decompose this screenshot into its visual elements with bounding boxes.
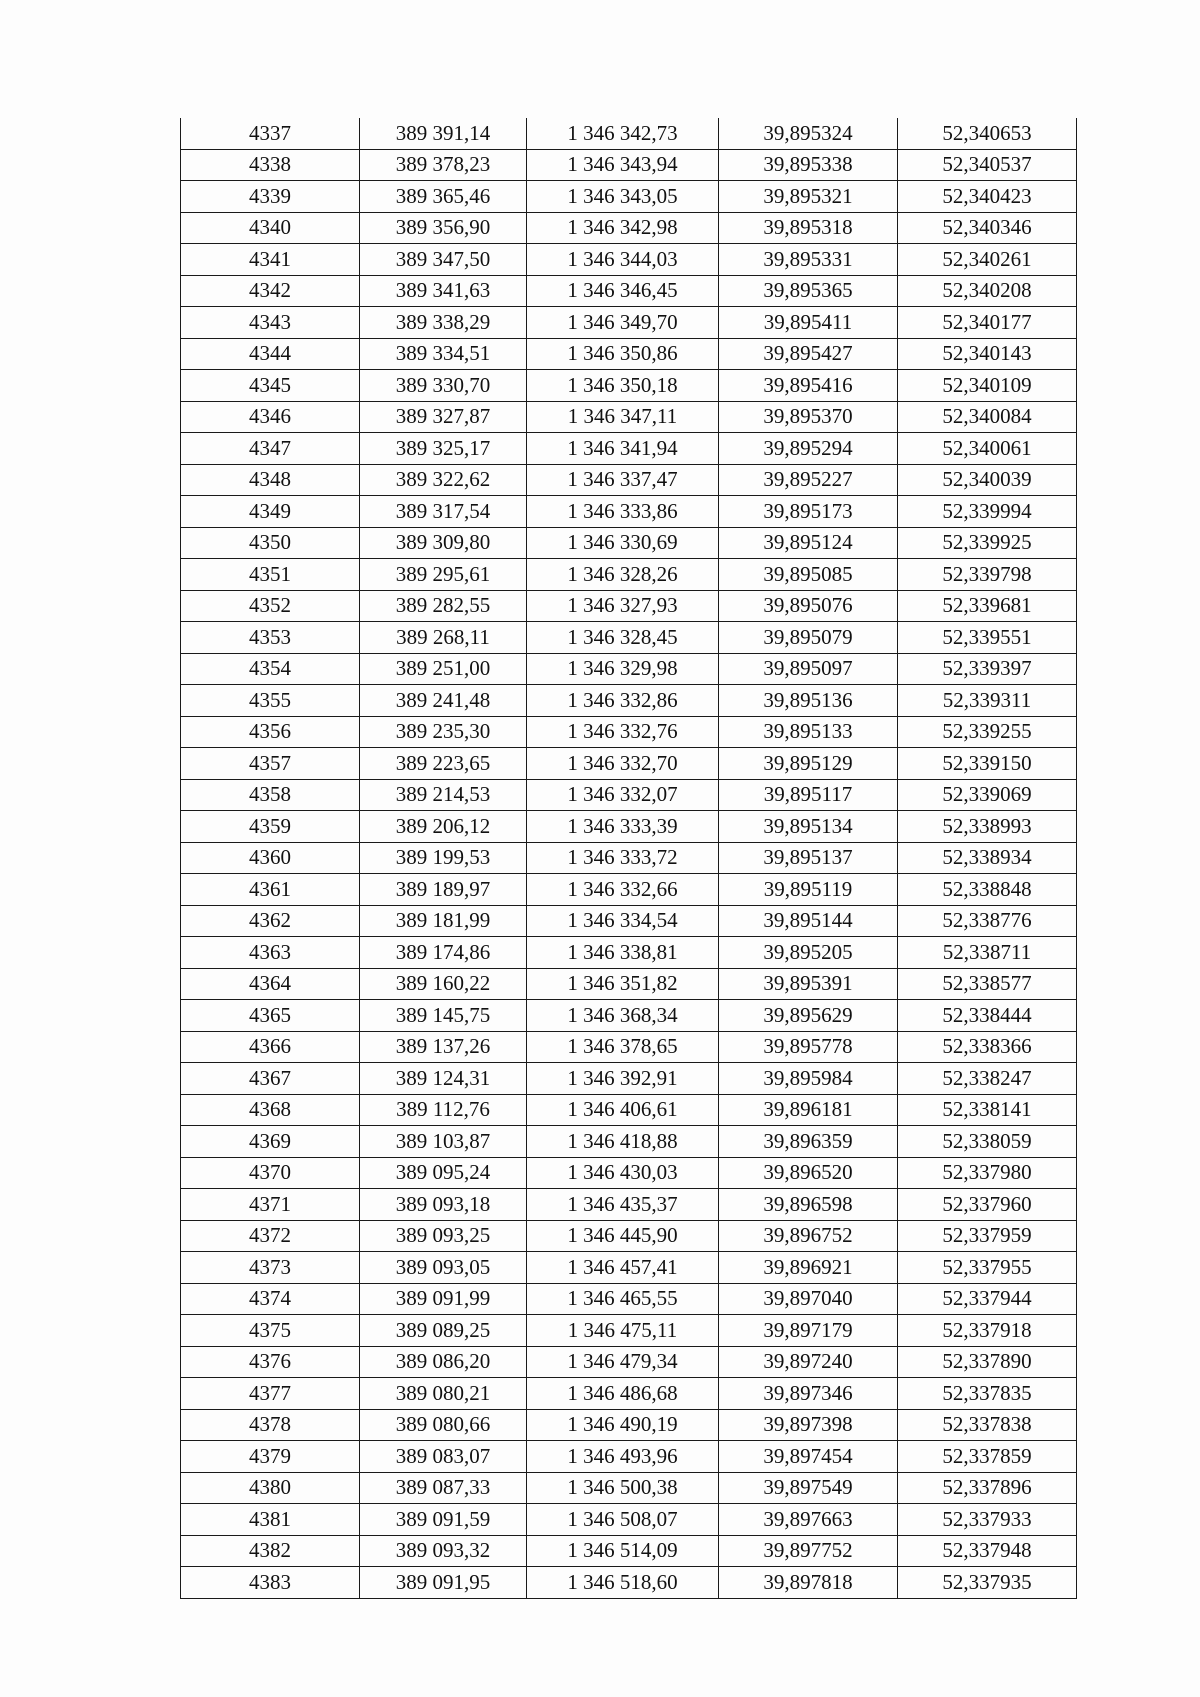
table-row	[181, 275, 1077, 307]
x-coordinate-cell: 389 181,99	[360, 905, 527, 937]
longitude-cell: 39,895331	[719, 244, 898, 276]
latitude-cell: 52,337835	[898, 1378, 1077, 1410]
latitude-cell: 52,338776	[898, 905, 1077, 937]
point-number-cell: 4347	[181, 433, 360, 465]
latitude-cell: 52,339681	[898, 590, 1077, 622]
table-row	[181, 653, 1077, 685]
longitude-cell: 39,895629	[719, 1000, 898, 1032]
x-coordinate-cell: 389 093,18	[360, 1189, 527, 1221]
x-coordinate-cell: 389 080,66	[360, 1409, 527, 1441]
longitude-cell: 39,895085	[719, 559, 898, 591]
y-coordinate-cell: 1 346 332,66	[527, 874, 719, 906]
longitude-cell: 39,897179	[719, 1315, 898, 1347]
latitude-cell: 52,340143	[898, 338, 1077, 370]
y-coordinate-cell: 1 346 327,93	[527, 590, 719, 622]
latitude-cell: 52,337933	[898, 1504, 1077, 1536]
latitude-cell: 52,337890	[898, 1346, 1077, 1378]
y-coordinate-cell: 1 346 341,94	[527, 433, 719, 465]
table-row	[181, 370, 1077, 402]
table-row	[181, 1000, 1077, 1032]
x-coordinate-cell: 389 093,05	[360, 1252, 527, 1284]
y-coordinate-cell: 1 346 490,19	[527, 1409, 719, 1441]
latitude-cell: 52,338848	[898, 874, 1077, 906]
x-coordinate-cell: 389 091,95	[360, 1567, 527, 1599]
longitude-cell: 39,895119	[719, 874, 898, 906]
longitude-cell: 39,897040	[719, 1283, 898, 1315]
table-row	[181, 937, 1077, 969]
point-number-cell: 4350	[181, 527, 360, 559]
y-coordinate-cell: 1 346 349,70	[527, 307, 719, 339]
table-row	[181, 1220, 1077, 1252]
table-row	[181, 1126, 1077, 1158]
longitude-cell: 39,896752	[719, 1220, 898, 1252]
latitude-cell: 52,338444	[898, 1000, 1077, 1032]
point-number-cell: 4349	[181, 496, 360, 528]
y-coordinate-cell: 1 346 518,60	[527, 1567, 719, 1599]
point-number-cell: 4356	[181, 716, 360, 748]
longitude-cell: 39,895227	[719, 464, 898, 496]
longitude-cell: 39,895117	[719, 779, 898, 811]
x-coordinate-cell: 389 330,70	[360, 370, 527, 402]
point-number-cell: 4340	[181, 212, 360, 244]
y-coordinate-cell: 1 346 332,07	[527, 779, 719, 811]
point-number-cell: 4362	[181, 905, 360, 937]
point-number-cell: 4365	[181, 1000, 360, 1032]
longitude-cell: 39,895411	[719, 307, 898, 339]
latitude-cell: 52,339397	[898, 653, 1077, 685]
latitude-cell: 52,339150	[898, 748, 1077, 780]
table-row	[181, 1472, 1077, 1504]
point-number-cell: 4342	[181, 275, 360, 307]
x-coordinate-cell: 389 235,30	[360, 716, 527, 748]
table-row	[181, 1157, 1077, 1189]
table-row	[181, 1441, 1077, 1473]
y-coordinate-cell: 1 346 337,47	[527, 464, 719, 496]
longitude-cell: 39,897454	[719, 1441, 898, 1473]
x-coordinate-cell: 389 174,86	[360, 937, 527, 969]
longitude-cell: 39,895144	[719, 905, 898, 937]
table-row	[181, 1252, 1077, 1284]
table-row	[181, 1315, 1077, 1347]
y-coordinate-cell: 1 346 333,86	[527, 496, 719, 528]
latitude-cell: 52,337955	[898, 1252, 1077, 1284]
table-row	[181, 622, 1077, 654]
point-number-cell: 4383	[181, 1567, 360, 1599]
latitude-cell: 52,337980	[898, 1157, 1077, 1189]
point-number-cell: 4367	[181, 1063, 360, 1095]
coordinates-table	[180, 118, 1077, 1599]
point-number-cell: 4380	[181, 1472, 360, 1504]
point-number-cell: 4343	[181, 307, 360, 339]
longitude-cell: 39,895391	[719, 968, 898, 1000]
y-coordinate-cell: 1 346 338,81	[527, 937, 719, 969]
x-coordinate-cell: 389 214,53	[360, 779, 527, 811]
y-coordinate-cell: 1 346 332,86	[527, 685, 719, 717]
latitude-cell: 52,338711	[898, 937, 1077, 969]
table-row	[181, 181, 1077, 213]
x-coordinate-cell: 389 241,48	[360, 685, 527, 717]
latitude-cell: 52,340653	[898, 118, 1077, 149]
table-row	[181, 338, 1077, 370]
y-coordinate-cell: 1 346 344,03	[527, 244, 719, 276]
coordinates-table-body	[181, 118, 1077, 1598]
longitude-cell: 39,895173	[719, 496, 898, 528]
table-row	[181, 527, 1077, 559]
table-row	[181, 1189, 1077, 1221]
latitude-cell: 52,340061	[898, 433, 1077, 465]
longitude-cell: 39,895370	[719, 401, 898, 433]
table-row	[181, 307, 1077, 339]
longitude-cell: 39,895134	[719, 811, 898, 843]
y-coordinate-cell: 1 346 350,18	[527, 370, 719, 402]
latitude-cell: 52,337859	[898, 1441, 1077, 1473]
y-coordinate-cell: 1 346 332,70	[527, 748, 719, 780]
point-number-cell: 4371	[181, 1189, 360, 1221]
x-coordinate-cell: 389 124,31	[360, 1063, 527, 1095]
x-coordinate-cell: 389 268,11	[360, 622, 527, 654]
table-row	[181, 905, 1077, 937]
latitude-cell: 52,340346	[898, 212, 1077, 244]
x-coordinate-cell: 389 325,17	[360, 433, 527, 465]
longitude-cell: 39,895294	[719, 433, 898, 465]
x-coordinate-cell: 389 093,32	[360, 1535, 527, 1567]
latitude-cell: 52,339311	[898, 685, 1077, 717]
longitude-cell: 39,897240	[719, 1346, 898, 1378]
point-number-cell: 4375	[181, 1315, 360, 1347]
longitude-cell: 39,895416	[719, 370, 898, 402]
longitude-cell: 39,895076	[719, 590, 898, 622]
table-row	[181, 1535, 1077, 1567]
longitude-cell: 39,895136	[719, 685, 898, 717]
point-number-cell: 4351	[181, 559, 360, 591]
table-row	[181, 244, 1077, 276]
x-coordinate-cell: 389 378,23	[360, 149, 527, 181]
table-row	[181, 149, 1077, 181]
x-coordinate-cell: 389 091,99	[360, 1283, 527, 1315]
latitude-cell: 52,338934	[898, 842, 1077, 874]
longitude-cell: 39,895124	[719, 527, 898, 559]
longitude-cell: 39,895129	[719, 748, 898, 780]
latitude-cell: 52,340039	[898, 464, 1077, 496]
table-row	[181, 590, 1077, 622]
point-number-cell: 4379	[181, 1441, 360, 1473]
latitude-cell: 52,337935	[898, 1567, 1077, 1599]
x-coordinate-cell: 389 095,24	[360, 1157, 527, 1189]
x-coordinate-cell: 389 391,14	[360, 118, 527, 149]
point-number-cell: 4339	[181, 181, 360, 213]
table-row	[181, 1346, 1077, 1378]
latitude-cell: 52,338059	[898, 1126, 1077, 1158]
y-coordinate-cell: 1 346 430,03	[527, 1157, 719, 1189]
point-number-cell: 4363	[181, 937, 360, 969]
point-number-cell: 4373	[181, 1252, 360, 1284]
latitude-cell: 52,340537	[898, 149, 1077, 181]
latitude-cell: 52,337896	[898, 1472, 1077, 1504]
y-coordinate-cell: 1 346 342,98	[527, 212, 719, 244]
x-coordinate-cell: 389 137,26	[360, 1031, 527, 1063]
y-coordinate-cell: 1 346 479,34	[527, 1346, 719, 1378]
y-coordinate-cell: 1 346 342,73	[527, 118, 719, 149]
longitude-cell: 39,895324	[719, 118, 898, 149]
point-number-cell: 4337	[181, 118, 360, 149]
latitude-cell: 52,338577	[898, 968, 1077, 1000]
y-coordinate-cell: 1 346 465,55	[527, 1283, 719, 1315]
point-number-cell: 4376	[181, 1346, 360, 1378]
longitude-cell: 39,895321	[719, 181, 898, 213]
longitude-cell: 39,895318	[719, 212, 898, 244]
point-number-cell: 4364	[181, 968, 360, 1000]
point-number-cell: 4366	[181, 1031, 360, 1063]
x-coordinate-cell: 389 317,54	[360, 496, 527, 528]
longitude-cell: 39,895365	[719, 275, 898, 307]
table-row	[181, 842, 1077, 874]
table-row	[181, 1094, 1077, 1126]
y-coordinate-cell: 1 346 350,86	[527, 338, 719, 370]
latitude-cell: 52,339994	[898, 496, 1077, 528]
table-row	[181, 1378, 1077, 1410]
y-coordinate-cell: 1 346 343,05	[527, 181, 719, 213]
longitude-cell: 39,897752	[719, 1535, 898, 1567]
table-row	[181, 716, 1077, 748]
latitude-cell: 52,338993	[898, 811, 1077, 843]
latitude-cell: 52,338366	[898, 1031, 1077, 1063]
point-number-cell: 4344	[181, 338, 360, 370]
longitude-cell: 39,895427	[719, 338, 898, 370]
longitude-cell: 39,895984	[719, 1063, 898, 1095]
latitude-cell: 52,339798	[898, 559, 1077, 591]
y-coordinate-cell: 1 346 328,45	[527, 622, 719, 654]
latitude-cell: 52,337918	[898, 1315, 1077, 1347]
y-coordinate-cell: 1 346 406,61	[527, 1094, 719, 1126]
table-row	[181, 968, 1077, 1000]
y-coordinate-cell: 1 346 332,76	[527, 716, 719, 748]
longitude-cell: 39,895137	[719, 842, 898, 874]
x-coordinate-cell: 389 282,55	[360, 590, 527, 622]
x-coordinate-cell: 389 322,62	[360, 464, 527, 496]
table-row	[181, 1504, 1077, 1536]
longitude-cell: 39,895097	[719, 653, 898, 685]
longitude-cell: 39,897346	[719, 1378, 898, 1410]
y-coordinate-cell: 1 346 333,72	[527, 842, 719, 874]
longitude-cell: 39,897398	[719, 1409, 898, 1441]
point-number-cell: 4358	[181, 779, 360, 811]
longitude-cell: 39,896520	[719, 1157, 898, 1189]
y-coordinate-cell: 1 346 392,91	[527, 1063, 719, 1095]
table-row	[181, 401, 1077, 433]
point-number-cell: 4357	[181, 748, 360, 780]
latitude-cell: 52,337944	[898, 1283, 1077, 1315]
y-coordinate-cell: 1 346 508,07	[527, 1504, 719, 1536]
x-coordinate-cell: 389 087,33	[360, 1472, 527, 1504]
x-coordinate-cell: 389 338,29	[360, 307, 527, 339]
x-coordinate-cell: 389 347,50	[360, 244, 527, 276]
x-coordinate-cell: 389 199,53	[360, 842, 527, 874]
longitude-cell: 39,895205	[719, 937, 898, 969]
point-number-cell: 4370	[181, 1157, 360, 1189]
x-coordinate-cell: 389 189,97	[360, 874, 527, 906]
table-row	[181, 1031, 1077, 1063]
point-number-cell: 4352	[181, 590, 360, 622]
y-coordinate-cell: 1 346 333,39	[527, 811, 719, 843]
x-coordinate-cell: 389 295,61	[360, 559, 527, 591]
point-number-cell: 4377	[181, 1378, 360, 1410]
point-number-cell: 4378	[181, 1409, 360, 1441]
table-row	[181, 559, 1077, 591]
point-number-cell: 4382	[181, 1535, 360, 1567]
x-coordinate-cell: 389 112,76	[360, 1094, 527, 1126]
table-row	[181, 433, 1077, 465]
point-number-cell: 4345	[181, 370, 360, 402]
x-coordinate-cell: 389 309,80	[360, 527, 527, 559]
y-coordinate-cell: 1 346 346,45	[527, 275, 719, 307]
latitude-cell: 52,337960	[898, 1189, 1077, 1221]
x-coordinate-cell: 389 206,12	[360, 811, 527, 843]
point-number-cell: 4354	[181, 653, 360, 685]
table-row	[181, 118, 1077, 149]
latitude-cell: 52,338141	[898, 1094, 1077, 1126]
point-number-cell: 4353	[181, 622, 360, 654]
y-coordinate-cell: 1 346 343,94	[527, 149, 719, 181]
table-row	[181, 1063, 1077, 1095]
y-coordinate-cell: 1 346 514,09	[527, 1535, 719, 1567]
longitude-cell: 39,896921	[719, 1252, 898, 1284]
point-number-cell: 4359	[181, 811, 360, 843]
table-row	[181, 1567, 1077, 1599]
table-row	[181, 779, 1077, 811]
table-row	[181, 874, 1077, 906]
latitude-cell: 52,340177	[898, 307, 1077, 339]
latitude-cell: 52,338247	[898, 1063, 1077, 1095]
x-coordinate-cell: 389 083,07	[360, 1441, 527, 1473]
x-coordinate-cell: 389 251,00	[360, 653, 527, 685]
latitude-cell: 52,340109	[898, 370, 1077, 402]
y-coordinate-cell: 1 346 368,34	[527, 1000, 719, 1032]
x-coordinate-cell: 389 223,65	[360, 748, 527, 780]
table-row	[181, 811, 1077, 843]
point-number-cell: 4348	[181, 464, 360, 496]
point-number-cell: 4360	[181, 842, 360, 874]
table-row	[181, 212, 1077, 244]
x-coordinate-cell: 389 327,87	[360, 401, 527, 433]
longitude-cell: 39,896359	[719, 1126, 898, 1158]
y-coordinate-cell: 1 346 435,37	[527, 1189, 719, 1221]
latitude-cell: 52,337838	[898, 1409, 1077, 1441]
x-coordinate-cell: 389 356,90	[360, 212, 527, 244]
table-row	[181, 496, 1077, 528]
longitude-cell: 39,897663	[719, 1504, 898, 1536]
latitude-cell: 52,339925	[898, 527, 1077, 559]
x-coordinate-cell: 389 341,63	[360, 275, 527, 307]
longitude-cell: 39,897818	[719, 1567, 898, 1599]
y-coordinate-cell: 1 346 418,88	[527, 1126, 719, 1158]
x-coordinate-cell: 389 334,51	[360, 338, 527, 370]
x-coordinate-cell: 389 091,59	[360, 1504, 527, 1536]
point-number-cell: 4346	[181, 401, 360, 433]
point-number-cell: 4368	[181, 1094, 360, 1126]
x-coordinate-cell: 389 086,20	[360, 1346, 527, 1378]
latitude-cell: 52,340208	[898, 275, 1077, 307]
y-coordinate-cell: 1 346 329,98	[527, 653, 719, 685]
point-number-cell: 4361	[181, 874, 360, 906]
latitude-cell: 52,340261	[898, 244, 1077, 276]
y-coordinate-cell: 1 346 445,90	[527, 1220, 719, 1252]
point-number-cell: 4372	[181, 1220, 360, 1252]
x-coordinate-cell: 389 093,25	[360, 1220, 527, 1252]
longitude-cell: 39,896598	[719, 1189, 898, 1221]
point-number-cell: 4338	[181, 149, 360, 181]
longitude-cell: 39,897549	[719, 1472, 898, 1504]
x-coordinate-cell: 389 089,25	[360, 1315, 527, 1347]
longitude-cell: 39,895079	[719, 622, 898, 654]
table-row	[181, 748, 1077, 780]
y-coordinate-cell: 1 346 457,41	[527, 1252, 719, 1284]
longitude-cell: 39,895338	[719, 149, 898, 181]
longitude-cell: 39,895778	[719, 1031, 898, 1063]
latitude-cell: 52,340084	[898, 401, 1077, 433]
table-row	[181, 1283, 1077, 1315]
latitude-cell: 52,339255	[898, 716, 1077, 748]
x-coordinate-cell: 389 365,46	[360, 181, 527, 213]
longitude-cell: 39,895133	[719, 716, 898, 748]
latitude-cell: 52,337959	[898, 1220, 1077, 1252]
y-coordinate-cell: 1 346 486,68	[527, 1378, 719, 1410]
table-row	[181, 1409, 1077, 1441]
longitude-cell: 39,896181	[719, 1094, 898, 1126]
y-coordinate-cell: 1 346 347,11	[527, 401, 719, 433]
y-coordinate-cell: 1 346 351,82	[527, 968, 719, 1000]
y-coordinate-cell: 1 346 334,54	[527, 905, 719, 937]
point-number-cell: 4374	[181, 1283, 360, 1315]
y-coordinate-cell: 1 346 493,96	[527, 1441, 719, 1473]
latitude-cell: 52,339069	[898, 779, 1077, 811]
x-coordinate-cell: 389 103,87	[360, 1126, 527, 1158]
point-number-cell: 4369	[181, 1126, 360, 1158]
y-coordinate-cell: 1 346 500,38	[527, 1472, 719, 1504]
y-coordinate-cell: 1 346 475,11	[527, 1315, 719, 1347]
y-coordinate-cell: 1 346 328,26	[527, 559, 719, 591]
x-coordinate-cell: 389 160,22	[360, 968, 527, 1000]
table-row	[181, 685, 1077, 717]
point-number-cell: 4381	[181, 1504, 360, 1536]
y-coordinate-cell: 1 346 330,69	[527, 527, 719, 559]
table-row	[181, 464, 1077, 496]
y-coordinate-cell: 1 346 378,65	[527, 1031, 719, 1063]
x-coordinate-cell: 389 145,75	[360, 1000, 527, 1032]
latitude-cell: 52,337948	[898, 1535, 1077, 1567]
x-coordinate-cell: 389 080,21	[360, 1378, 527, 1410]
latitude-cell: 52,340423	[898, 181, 1077, 213]
point-number-cell: 4341	[181, 244, 360, 276]
latitude-cell: 52,339551	[898, 622, 1077, 654]
point-number-cell: 4355	[181, 685, 360, 717]
